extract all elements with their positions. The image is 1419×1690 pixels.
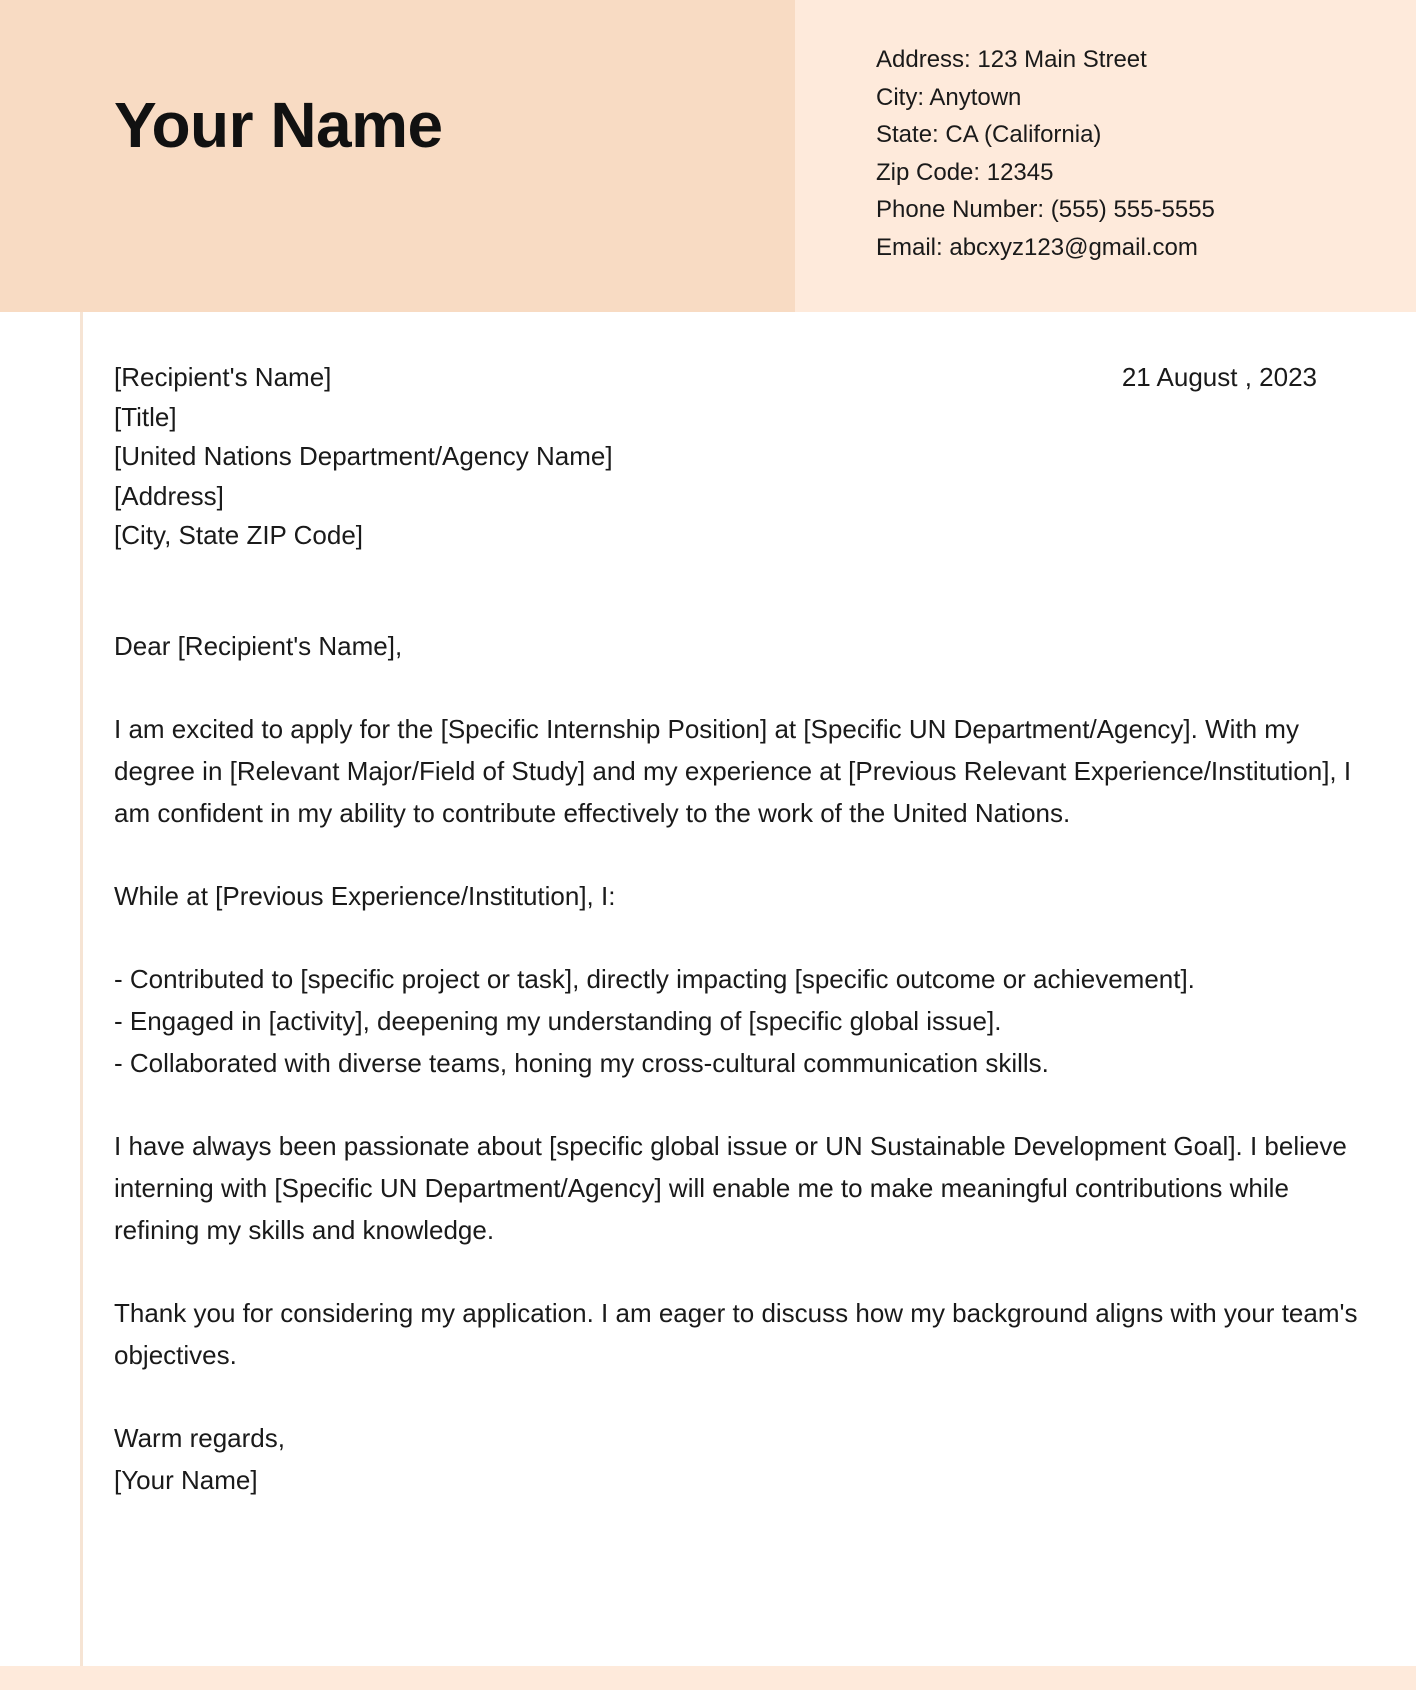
- footer-band: [0, 1666, 1416, 1690]
- letter-body: [114, 625, 1376, 1501]
- recipient-title: [Title]: [114, 401, 177, 432]
- paragraph-thanks: Thank you for considering my application. I am eager to discuss how my background aligns with your team's objectives.: [114, 1298, 1358, 1370]
- page-title: Your Name: [114, 89, 443, 161]
- contact-phone: Phone Number: (555) 555-5555: [876, 196, 1215, 223]
- contact-state: State: CA (California): [876, 121, 1102, 148]
- list-item: - Collaborated with diverse teams, honing my cross-cultural communication skills.: [114, 1048, 1049, 1078]
- recipient-city-state-zip: [City, State ZIP Code]: [114, 520, 364, 550]
- salutation: Dear [Recipient's Name],: [114, 631, 403, 661]
- contact-email: Email: abcxyz123@gmail.com: [876, 233, 1198, 261]
- closing-block: [114, 1417, 1376, 1501]
- experience-intro: While at [Previous Experience/Institution], I:: [114, 881, 616, 911]
- list-item: - Engaged in [activity], deepening my understanding of [specific global issue].: [114, 1006, 1002, 1036]
- contact-city: City: Anytown: [876, 83, 1022, 111]
- recipient-address: [Address]: [114, 480, 224, 511]
- letter-date: 21 August , 2023: [1121, 362, 1317, 392]
- experience-list: [114, 958, 1376, 1084]
- recipient-block: [114, 358, 613, 556]
- left-divider: [80, 312, 83, 1666]
- paragraph-passion: I have always been passionate about [specific global issue or UN Sustainable Development Goal]. I believe interning with [Specific UN Department/Agency] will enable me to make meaningful contributions while refining my skills and knowledge.: [114, 1131, 1347, 1245]
- recipient-agency: [United Nations Department/Agency Name]: [114, 441, 613, 471]
- paragraph-intro: I am excited to apply for the [Specific Internship Position] at [Specific UN Department/Agency]. With my degree in [Relevant Major/Field of Study] and my experience at [Previous Relevant Experience/Institution], I am confident in my ability to contribute effectively to the work of the United Nations.: [114, 714, 1352, 828]
- contact-info: [876, 41, 1215, 266]
- list-item: - Contributed to [specific project or task], directly impacting [specific outcome or achievement].: [114, 964, 1195, 994]
- closing-phrase: Warm regards,: [114, 1423, 285, 1453]
- contact-address: Address: 123 Main Street: [876, 46, 1147, 73]
- signature-name: [Your Name]: [114, 1465, 258, 1495]
- recipient-name: [Recipient's Name]: [114, 362, 332, 392]
- contact-zip: Zip Code: 12345: [876, 158, 1054, 186]
